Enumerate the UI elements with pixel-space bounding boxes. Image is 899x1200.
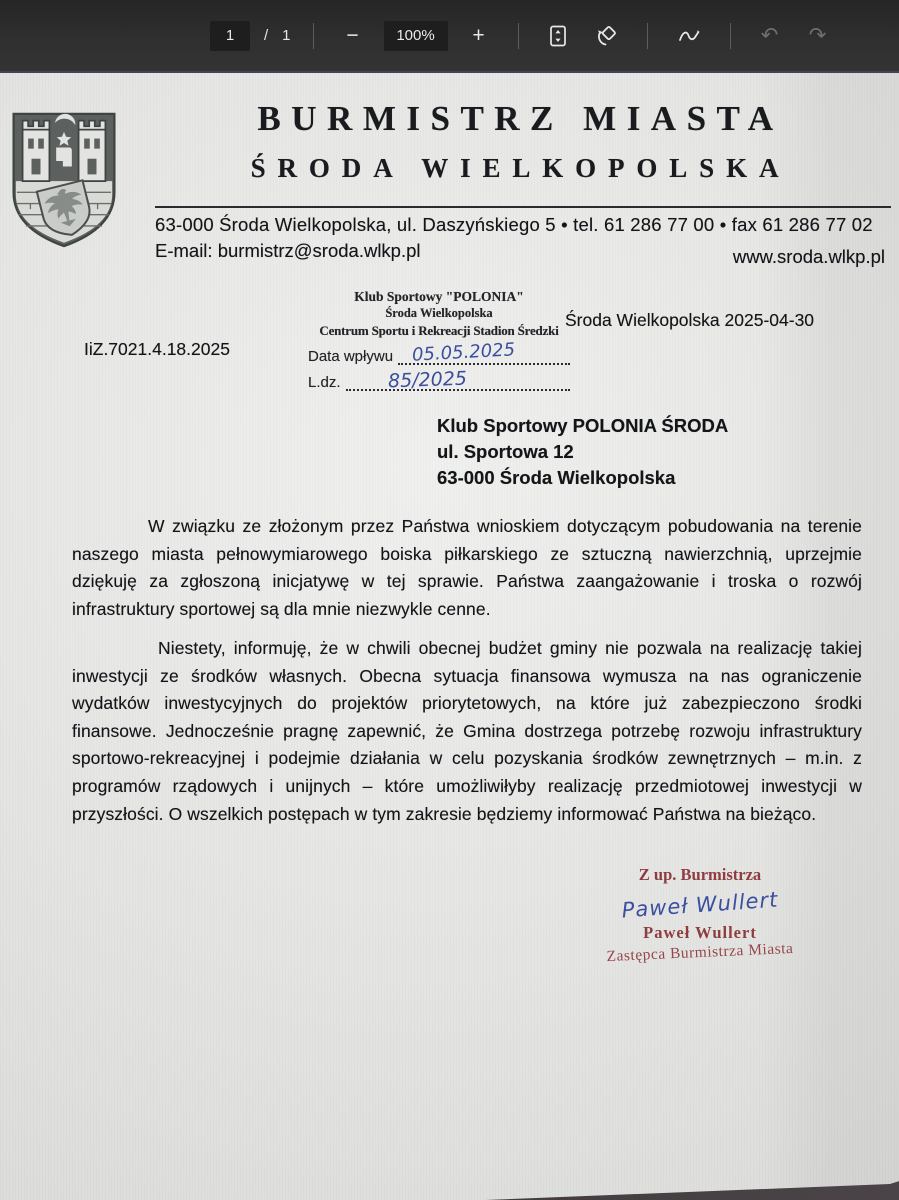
document-page [0, 73, 899, 1200]
body-paragraph: Niestety, informuję, że w chwili obecnej budżet gminy nie pozwala na realizację takiej inwestycji ze środków własnych. Obecna sytuacja finansowa wymusza na nas ograniczenie wydatków inwestycyjnych do projektów priorytetowych, na które już zabezpieczono środki finansowe. Jednocześnie pragnę zapewnić, że Gmina dostrzega potrzebę rozwoju infrastruktury sportowo-rekreacyjnej i podejmie działania w celu pozyskania środków zewnętrznych – m.in. z programów rządowych i unijnych – które umożliwiłyby realizację przedmiotowej inwestycji w przyszłości. O wszelkich postępach w tym zakresie będziemy informować Państwa na bieżąco. [72, 638, 862, 824]
place-and-date: Środa Wielkopolska 2025-04-30 [565, 310, 815, 330]
received-stamp [308, 289, 570, 391]
letterhead-title-line2: ŚRODA WIELKOPOLSKA [250, 153, 791, 183]
signatory-title-stamp: Zastępca Burmistrza Miasta [606, 939, 794, 966]
annotate-icon [676, 25, 702, 47]
letterhead-email: E-mail: burmistrz@sroda.wlkp.pl [155, 240, 421, 261]
recipient-line: ul. Sportowa 12 [437, 441, 574, 462]
stamp-org-line3: Centrum Sportu i Rekreacji Stadion Średzki [319, 323, 559, 338]
zoom-in-button[interactable]: + [462, 19, 496, 53]
stamp-dotted-line [398, 339, 570, 366]
pdf-toolbar [0, 0, 899, 73]
signatory-name-stamp: Paweł Wullert [643, 923, 757, 942]
signature-on-behalf: Z up. Burmistrza [638, 865, 762, 884]
fit-to-page-icon [547, 24, 569, 48]
recipient-block [437, 413, 728, 491]
stamp-ldz-value-handwritten: 85/2025 [387, 367, 467, 393]
signature-block [575, 865, 825, 966]
monitor-bezel-edge [0, 1158, 899, 1200]
page-separator: / [264, 27, 269, 44]
page-total: 1 [282, 27, 291, 44]
recipient-line: Klub Sportowy POLONIA ŚRODA [437, 415, 729, 436]
undo-icon: ↶ [760, 24, 779, 47]
letterhead-title-line1: BURMISTRZ MIASTA [257, 99, 784, 138]
toolbar-divider [730, 23, 731, 49]
zoom-level-input[interactable]: 100% [384, 21, 448, 51]
letterhead-address: 63-000 Środa Wielkopolska, ul. Daszyńskiego 5 • tel. 61 286 77 00 • fax 61 286 77 02 [155, 214, 873, 235]
letterhead-rule [155, 206, 891, 208]
toolbar-divider [647, 23, 648, 49]
stamp-received-value-handwritten: 05.05.2025 [411, 339, 516, 366]
page-number-input[interactable]: 1 [210, 21, 250, 51]
handwritten-signature: Paweł Wullert [620, 887, 780, 923]
redo-button[interactable] [801, 19, 835, 53]
redo-icon: ↷ [808, 24, 827, 47]
coat-of-arms-icon [8, 109, 120, 251]
rotate-icon [595, 24, 619, 48]
letterhead [150, 99, 891, 184]
annotate-button[interactable] [670, 19, 708, 53]
stamp-received-label: Data wpływu [308, 348, 394, 365]
stamp-ldz-label: L.dz. [308, 374, 341, 391]
recipient-line: 63-000 Środa Wielkopolska [437, 467, 676, 488]
reference-number: IiZ.7021.4.18.2025 [84, 339, 230, 359]
fit-to-page-button[interactable] [541, 19, 575, 53]
zoom-out-button[interactable]: − [336, 19, 370, 53]
letterhead-website: www.sroda.wlkp.pl [732, 246, 885, 267]
undo-button[interactable] [753, 19, 787, 53]
toolbar-divider [313, 23, 314, 49]
rotate-button[interactable] [589, 19, 625, 53]
stamp-dotted-line [346, 367, 570, 393]
body-paragraph: W związku ze złożonym przez Państwa wnioskiem dotyczącym pobudowania na terenie naszego miasta pełnowymiarowego boiska piłkarskiego ze sztuczną nawierzchnią, uprzejmie dziękuję za zgłoszoną inicjatywę w tej sprawie. Państwa zaangażowanie i troska o rozwój infrastruktury sportowej są dla mnie niezwykle cenne. [72, 516, 862, 619]
stamp-org-line1: Klub Sportowy "POLONIA" [354, 289, 524, 304]
stamp-org-line2: Środa Wielkopolska [385, 306, 493, 320]
toolbar-divider [518, 23, 519, 49]
